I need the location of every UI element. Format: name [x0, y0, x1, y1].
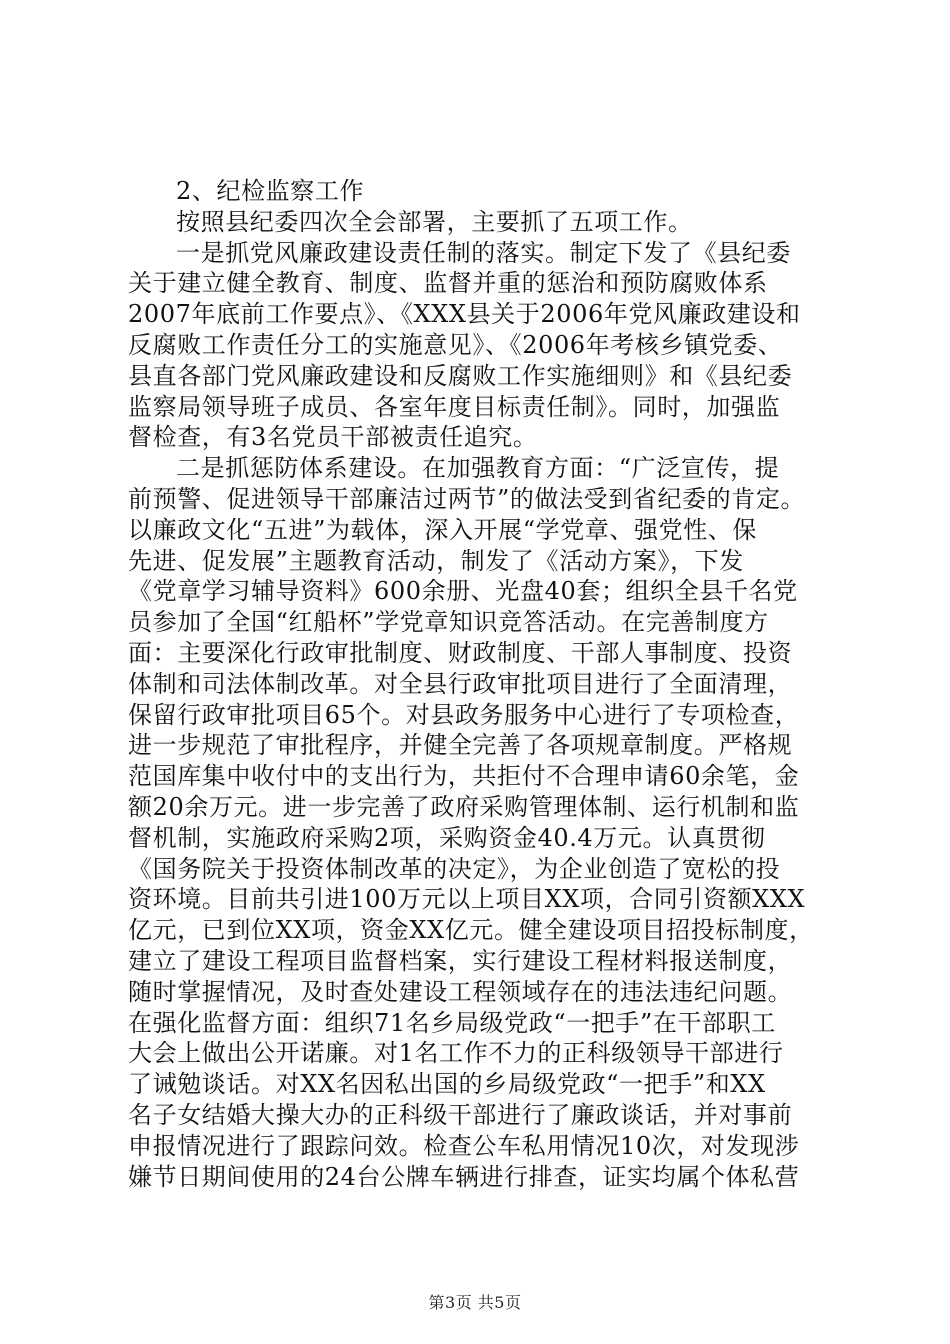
paragraph-line: 督机制，实施政府采购2项，采购资金40.4万元。认真贯彻: [128, 823, 766, 852]
paragraph-line: 以廉政文化“五进”为载体，深入开展“学党章、强党性、保: [128, 515, 758, 544]
paragraph-3: [128, 453, 840, 1192]
paragraph-line: 二是抓惩防体系建设。在加强教育方面：“广泛宣传，提: [176, 454, 780, 483]
paragraph-line: 额20余万元。进一步完善了政府采购管理体制、运行机制和监: [128, 792, 800, 821]
paragraph-line: 反腐败工作责任分工的实施意见》、《2006年考核乡镇党委、: [128, 330, 783, 359]
paragraph-line: 大会上做出公开诺廉。对1名工作不力的正科级领导干部进行: [128, 1039, 784, 1068]
paragraph-line: 进一步规范了审批程序，并健全完善了各项规章制度。严格规: [128, 731, 793, 760]
paragraph-line: 监察局领导班子成员、各室年度目标责任制》。同时，加强监: [128, 392, 781, 421]
paragraph-line: 在强化监督方面：组织71名乡局级党政“一把手”在干部职工: [128, 1008, 776, 1037]
paragraph-line: 按照县纪委四次全会部署，主要抓了五项工作。: [176, 207, 693, 236]
paragraph-line: 保留行政审批项目65个。对县政务服务中心进行了专项检查，: [128, 700, 800, 729]
paragraph-line: 2007年底前工作要点》、《XXX县关于2006年党风廉政建设和: [128, 300, 801, 329]
paragraph-line: 资环境。目前共引进100万元以上项目XX项，合同引资额XXX: [128, 885, 806, 914]
document-body: [128, 176, 840, 1192]
paragraph-line: 关于建立健全教育、制度、监督并重的惩治和预防腐败体系: [128, 269, 768, 298]
paragraph-line: 《国务院关于投资体制改革的决定》，为企业创造了宽松的投: [128, 854, 781, 883]
paragraph-line: 名子女结婚大操大办的正科级干部进行了廉政谈话，并对事前: [128, 1100, 793, 1129]
section-heading: 2、纪检监察工作: [176, 177, 365, 205]
paragraph-line: 先进、促发展”主题教育活动，制发了《活动方案》，下发: [128, 546, 744, 575]
paragraph-line: 县直各部门党风廉政建设和反腐败工作实施细则》和《县纪委: [128, 361, 793, 390]
paragraph-line: 一是抓党风廉政建设责任制的落实。制定下发了《县纪委: [176, 238, 791, 267]
paragraph-line: 建立了建设工程项目监督档案，实行建设工程材料报送制度，: [128, 946, 793, 975]
paragraph-1: [128, 207, 840, 238]
page-number: 第3页 共5页: [428, 1293, 522, 1312]
paragraph-line: 范国库集中收付中的支出行为，共拒付不合理申请60余笔，金: [128, 762, 800, 791]
paragraph-line: 《党章学习辅导资料》600余册、光盘40套；组织全县千名党: [128, 577, 798, 606]
paragraph-line: 督检查，有3名党员干部被责任追究。: [128, 423, 538, 452]
paragraph-2: [128, 238, 840, 454]
paragraph-line: 了诫勉谈话。对XX名因私出国的乡局级党政“一把手”和XX: [128, 1070, 766, 1099]
paragraph-line: 申报情况进行了跟踪问效。检查公车私用情况10次，对发现涉: [128, 1131, 800, 1160]
paragraph-line: 亿元，已到位XX项，资金XX亿元。健全建设项目招投标制度，: [128, 916, 814, 945]
paragraph-line: 随时掌握情况，及时查处建设工程领域存在的违法违纪问题。: [128, 977, 793, 1006]
paragraph-line: 员参加了全国“红船杯”学党章知识竞答活动。在完善制度方: [128, 608, 769, 637]
paragraph-line: 面：主要深化行政审批制度、财政制度、干部人事制度、投资: [128, 638, 793, 667]
paragraph-line: 嫌节日期间使用的24台公牌车辆进行排查，证实均属个体私营: [128, 1162, 800, 1191]
paragraph-line: 体制和司法体制改革。对全县行政审批项目进行了全面清理，: [128, 669, 793, 698]
paragraph-line: 前预警、促进领导干部廉洁过两节”的做法受到省纪委的肯定。: [128, 484, 806, 513]
